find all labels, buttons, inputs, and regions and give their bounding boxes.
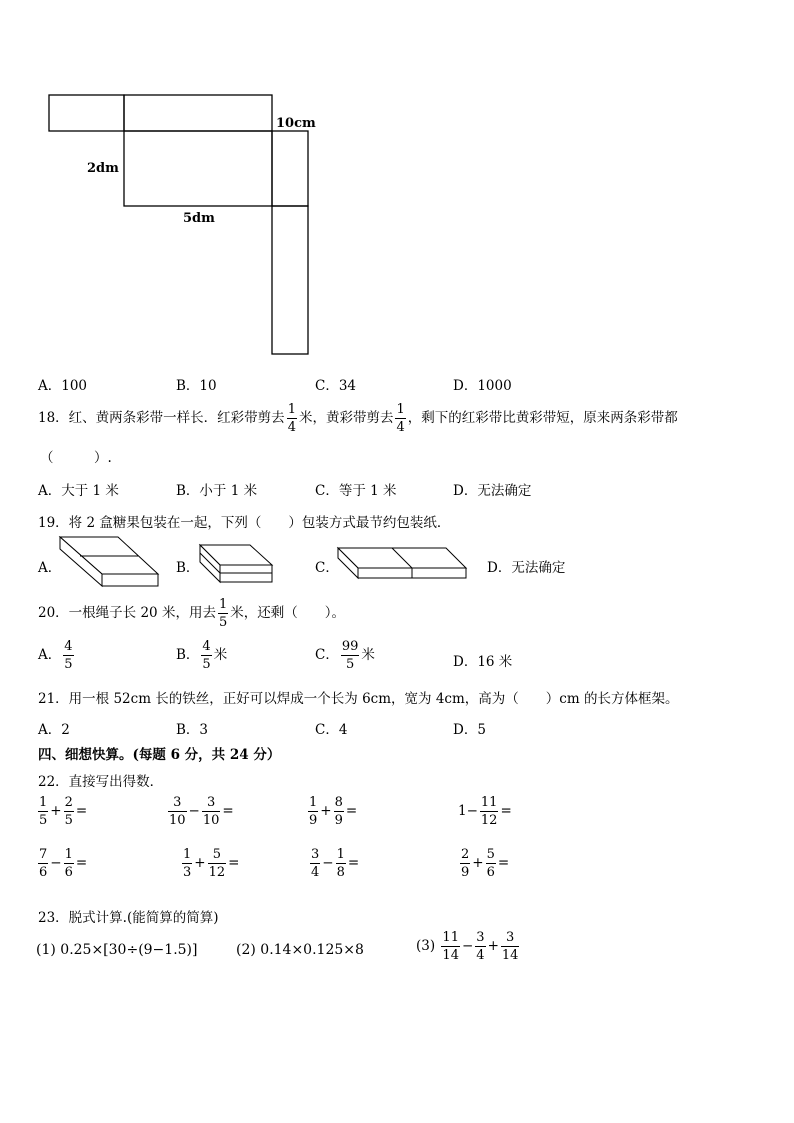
label-2dm: 2dm [87,161,119,176]
q22-item-5: $\frac{7}{6}$ − $\frac{1}{6}$ = [39,847,88,880]
fraction: $\frac{1}{5}$ [218,597,228,630]
q21-option-d[interactable]: D．5 [453,722,486,738]
section-4-heading: 四、细想快算。(每题 6 分，共 24 分） [38,747,281,763]
q21-question: 21．用一根 52cm 长的铁丝，正好可以焊成一个长为 6cm，宽为 4cm，高为（ ）cm 的长方体框架。 [38,691,679,707]
q20-question: 20．一根绳子长 20 米，用去 $\frac{1}{5}$ 米，还剩（ ）。 [38,597,345,630]
q17-option-d[interactable]: D．1000 [453,378,512,394]
q17-option-b[interactable]: B．10 [176,378,217,394]
q18-option-a[interactable]: A．大于 1 米 [38,483,119,499]
net-face-right-top [272,131,308,206]
q18-blank-line: （ ）. [40,450,112,466]
q22-item-4: 1− $\frac{11}{12}$ = [458,795,512,828]
q21-option-a[interactable]: A．2 [38,722,70,738]
net-face-top-left [49,95,124,131]
net-face-main [124,131,272,206]
q22-item-7: $\frac{3}{4}$ − $\frac{1}{8}$ = [311,847,360,880]
q18-option-c[interactable]: C．等于 1 米 [315,483,397,499]
q18-option-d[interactable]: D．无法确定 [453,483,532,499]
q23-part-2: (2) 0.14×0.125×8 [236,942,364,958]
q22-item-1: $\frac{1}{5}$ + $\frac{2}{5}$ = [39,795,88,828]
q22-item-3: $\frac{1}{9}$ + $\frac{8}{9}$ = [309,795,358,828]
q23-part-3: (3) $\frac{11}{14}$ − $\frac{3}{4}$ + $\frac{3}{14}$ [416,930,519,963]
q19-option-d[interactable]: D．无法确定 [487,560,566,576]
q19-option-c[interactable]: C． [315,560,339,576]
q20-option-a[interactable]: A． $\frac{4}{5}$ [38,639,73,672]
fraction: $\frac{1}{4}$ [287,402,296,435]
net-face-top [124,95,272,131]
q22-item-8: $\frac{2}{9}$ + $\frac{5}{6}$ = [461,847,510,880]
q23-part-1: (1) 0.25×[30÷(9−1.5)] [36,942,198,958]
q17-option-a[interactable]: A．100 [38,378,88,394]
q20-option-c[interactable]: C． $\frac{99}{5}$ 米 [315,639,375,672]
package-a-image[interactable] [58,532,162,594]
q20-option-d[interactable]: D．16 米 [453,654,513,670]
q19-option-b[interactable]: B． [176,560,200,576]
q22-title: 22．直接写出得数． [38,774,164,790]
q19-option-a[interactable]: A． [38,560,62,576]
box-net-figure [0,0,794,370]
q18-question: 18．红、黄两条彩带一样长．红彩带剪去 $\frac{1}{4}$ 米，黄彩带剪去 $\frac{1}{4}$ ，剩下的红彩带比黄彩带短，原来两条彩带都 [38,402,678,435]
q20-option-b[interactable]: B． $\frac{4}{5}$ 米 [176,639,228,672]
package-c-image[interactable] [336,546,470,582]
q19-question: 19．将 2 盒糖果包装在一起，下列（ ）包装方式最节约包装纸． [38,515,451,531]
net-face-right-bottom [272,206,308,354]
q18-option-b[interactable]: B．小于 1 米 [176,483,258,499]
label-10cm: 10cm [276,116,316,131]
package-b-image[interactable] [198,543,278,587]
q17-option-c[interactable]: C．34 [315,378,357,394]
fraction: $\frac{1}{4}$ [396,402,405,435]
q22-item-2: $\frac{3}{10}$ − $\frac{3}{10}$ = [169,795,234,828]
q22-item-6: $\frac{1}{3}$ + $\frac{5}{12}$ = [183,847,240,880]
q21-option-c[interactable]: C．4 [315,722,348,738]
q21-option-b[interactable]: B．3 [176,722,209,738]
q23-title: 23．脱式计算.(能简算的简算) [38,910,219,926]
label-5dm: 5dm [183,211,215,226]
